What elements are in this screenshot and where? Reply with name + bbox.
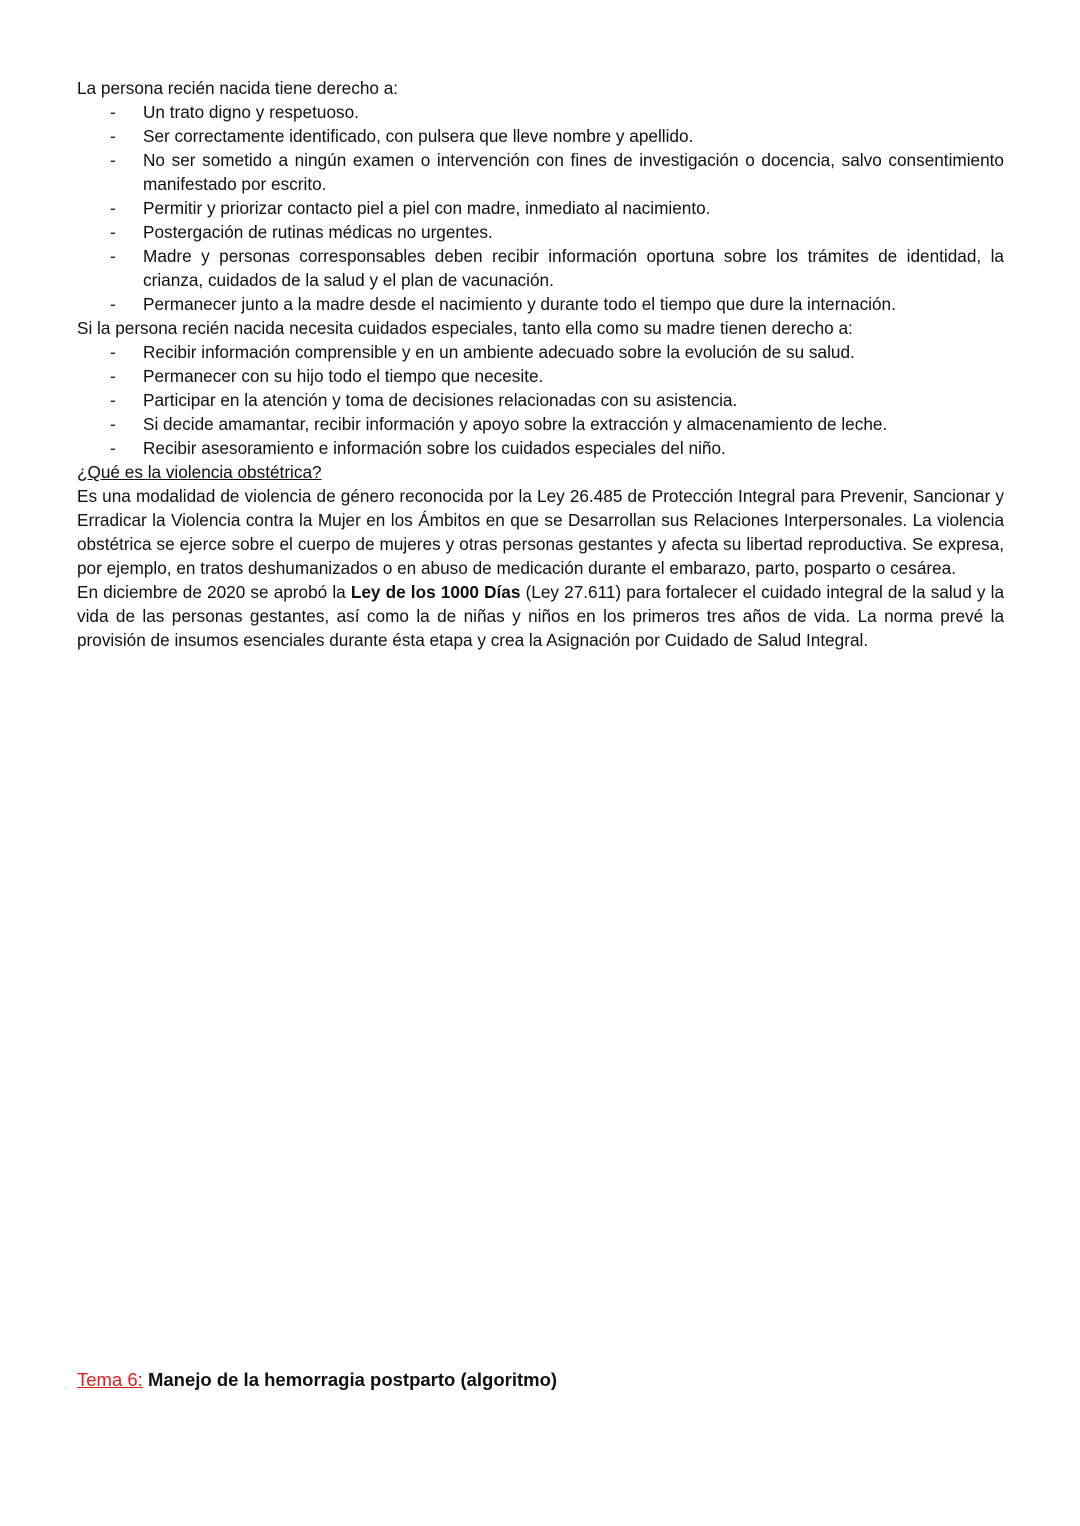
list-item: - No ser sometido a ningún examen o intervención con fines de investigación o docencia, salvo consentimiento manifestado por escrito. — [110, 150, 1004, 194]
list-item: - Recibir asesoramiento e información sobre los cuidados especiales del niño. — [110, 438, 726, 458]
bullet-dash: - — [110, 198, 116, 218]
violence-heading: ¿Qué es la violencia obstétrica? — [77, 462, 322, 482]
law-1000-name: Ley de los 1000 Días — [350, 582, 521, 602]
list-item: - Un trato digno y respetuoso. — [110, 102, 359, 122]
topic-label: Tema 6: — [77, 1369, 143, 1390]
bullet-dash: - — [110, 150, 116, 170]
list-item: - Postergación de rutinas médicas no urgentes. — [110, 222, 493, 242]
list-item: - Permanecer con su hijo todo el tiempo que necesite. — [110, 366, 544, 386]
topic-heading — [77, 1368, 557, 1392]
list-item: - Madre y personas corresponsables deben recibir información oportuna sobre los trámites de identidad, la crianza, cuidados de la salud y el plan de vacunación. — [110, 246, 1004, 290]
bullet-dash: - — [110, 390, 116, 410]
special-care-intro: Si la persona recién nacida necesita cuidados especiales, tanto ella como su madre tienen derecho a: — [77, 318, 853, 338]
list-item: - Permanecer junto a la madre desde el nacimiento y durante todo el tiempo que dure la internación. — [110, 294, 896, 314]
list-item: - Recibir información comprensible y en un ambiente adecuado sobre la evolución de su salud. — [110, 342, 855, 362]
law-1000-text-after: (Ley 27.611) para fortalecer el cuidado integral de la salud y la vida de las personas gestantes, así como la de niñas y niños en los primeros tres años de vida. La norma prevé la provisión de insumos esenciales durante ésta etapa y crea la Asignación por Cuidado de Salud Integral. — [77, 582, 1005, 650]
list-item: - Si decide amamantar, recibir información y apoyo sobre la extracción y almacenamiento de leche. — [110, 414, 888, 434]
special-care-list — [77, 340, 1004, 460]
violence-paragraph: Es una modalidad de violencia de género reconocida por la Ley 26.485 de Protección Integral para Prevenir, Sancionar y Erradicar la Violencia contra la Mujer en los Ámbitos en que se Desarrollan sus Relaciones Interpersonales. La violencia obstétrica se ejerce sobre el cuerpo de mujeres y otras personas gestantes y afecta su libertad reproductiva. Se expresa, por ejemplo, en tratos deshumanizados o en abuso de medicación durante el embarazo, parto, posparto o cesárea. — [77, 486, 1004, 578]
bullet-dash: - — [110, 438, 116, 458]
document-page — [77, 76, 1004, 652]
list-item: - Permitir y priorizar contacto piel a piel con madre, inmediato al nacimiento. — [110, 198, 711, 218]
law-1000-paragraph — [77, 580, 1004, 652]
list-item: - Participar en la atención y toma de decisiones relacionadas con su asistencia. — [110, 390, 738, 410]
list-item: - Ser correctamente identificado, con pulsera que lleve nombre y apellido. — [110, 126, 694, 146]
bullet-dash: - — [110, 222, 116, 242]
bullet-dash: - — [110, 126, 116, 146]
bullet-dash: - — [110, 294, 116, 314]
bullet-dash: - — [110, 102, 116, 122]
bullet-dash: - — [110, 414, 116, 434]
newborn-rights-list — [77, 100, 1004, 316]
bullet-dash: - — [110, 342, 116, 362]
law-1000-text-before: En diciembre de 2020 se aprobó la — [77, 582, 351, 602]
bullet-dash: - — [110, 366, 116, 386]
bullet-dash: - — [110, 246, 116, 266]
newborn-rights-intro: La persona recién nacida tiene derecho a: — [77, 78, 399, 98]
topic-title: Manejo de la hemorragia postparto (algoritmo) — [142, 1369, 558, 1390]
